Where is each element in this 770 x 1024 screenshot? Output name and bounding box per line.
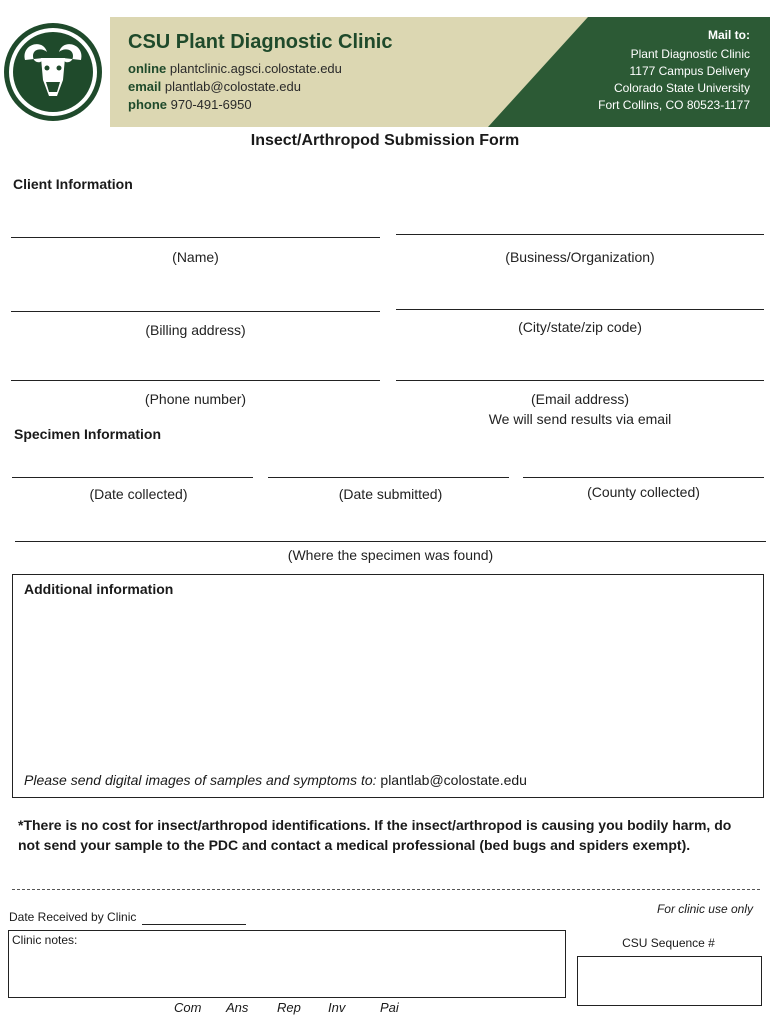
mail-to-block <box>598 27 750 114</box>
date-submitted-line[interactable] <box>268 477 509 478</box>
online-label: online <box>128 61 167 76</box>
contact-online <box>128 61 342 76</box>
additional-info-box[interactable] <box>12 574 764 798</box>
city-field-line[interactable] <box>396 309 764 310</box>
clinic-notes-box[interactable] <box>8 930 566 998</box>
mail-line: Fort Collins, CO 80523-1177 <box>598 98 750 112</box>
name-field-line[interactable] <box>11 237 380 238</box>
phone-label: phone <box>128 97 167 112</box>
date-received-line[interactable] <box>142 910 246 925</box>
additional-info-heading: Additional information <box>24 581 174 597</box>
mail-line: 1177 Campus Delivery <box>629 64 750 78</box>
date-received-row <box>9 910 246 925</box>
code-inv: Inv <box>328 1000 346 1015</box>
contact-email <box>128 79 301 94</box>
city-caption: (City/state/zip code) <box>518 319 642 335</box>
billing-caption: (Billing address) <box>145 322 246 338</box>
specimen-info-heading: Specimen Information <box>14 426 162 442</box>
date-collected-line[interactable] <box>12 477 253 478</box>
code-ans: Ans <box>226 1000 249 1015</box>
code-com: Com <box>174 1000 202 1015</box>
phone-field-line[interactable] <box>11 380 380 381</box>
digital-images-text: Please send digital images of samples and symptoms to: <box>24 772 377 788</box>
mail-line: Colorado State University <box>613 81 750 95</box>
digital-images-note <box>24 772 527 788</box>
email-note: We will send results via email <box>488 411 672 427</box>
code-rep: Rep <box>277 1000 301 1015</box>
mail-line: Plant Diagnostic Clinic <box>630 47 750 61</box>
contact-phone <box>128 97 252 112</box>
mail-to-title: Mail to: <box>708 28 750 42</box>
code-pai: Pai <box>380 1000 399 1015</box>
date-received-label: Date Received by Clinic <box>9 910 137 924</box>
online-link[interactable]: plantclinic.agsci.colostate.edu <box>169 61 342 76</box>
date-collected-caption: (Date collected) <box>89 486 188 502</box>
location-caption: (Where the specimen was found) <box>287 547 494 563</box>
clinic-notes-label: Clinic notes: <box>12 933 78 947</box>
csu-ram-logo <box>3 22 103 122</box>
billing-field-line[interactable] <box>11 311 380 312</box>
for-clinic-label: For clinic use only <box>656 902 753 916</box>
sequence-label: CSU Sequence # <box>622 936 715 950</box>
email-caption: (Email address) <box>530 391 630 407</box>
digital-images-email[interactable]: plantlab@colostate.edu <box>380 772 527 788</box>
email-link[interactable]: plantlab@colostate.edu <box>164 79 301 94</box>
sequence-box[interactable] <box>577 956 762 1006</box>
disclaimer-text: *There is no cost for insect/arthropod identifications. If the insect/arthropod is causing you bodily harm, do not send your sample to the PDC and contact a medical professional (bed bugs and spiders exempt). <box>18 817 732 853</box>
cut-line <box>12 889 760 890</box>
phone-value: 970-491-6950 <box>170 97 252 112</box>
location-line[interactable] <box>15 541 766 542</box>
county-caption: (County collected) <box>587 484 700 500</box>
county-line[interactable] <box>523 477 764 478</box>
business-caption: (Business/Organization) <box>505 249 655 265</box>
email-label: email <box>128 79 162 94</box>
date-submitted-caption: (Date submitted) <box>338 486 443 502</box>
email-field-line[interactable] <box>396 380 764 381</box>
name-caption: (Name) <box>172 249 219 265</box>
phone-caption: (Phone number) <box>144 391 247 407</box>
client-info-heading: Client Information <box>13 176 133 192</box>
clinic-title: CSU Plant Diagnostic Clinic <box>128 31 393 53</box>
form-title: Insect/Arthropod Submission Form <box>250 132 520 149</box>
business-field-line[interactable] <box>396 234 764 235</box>
